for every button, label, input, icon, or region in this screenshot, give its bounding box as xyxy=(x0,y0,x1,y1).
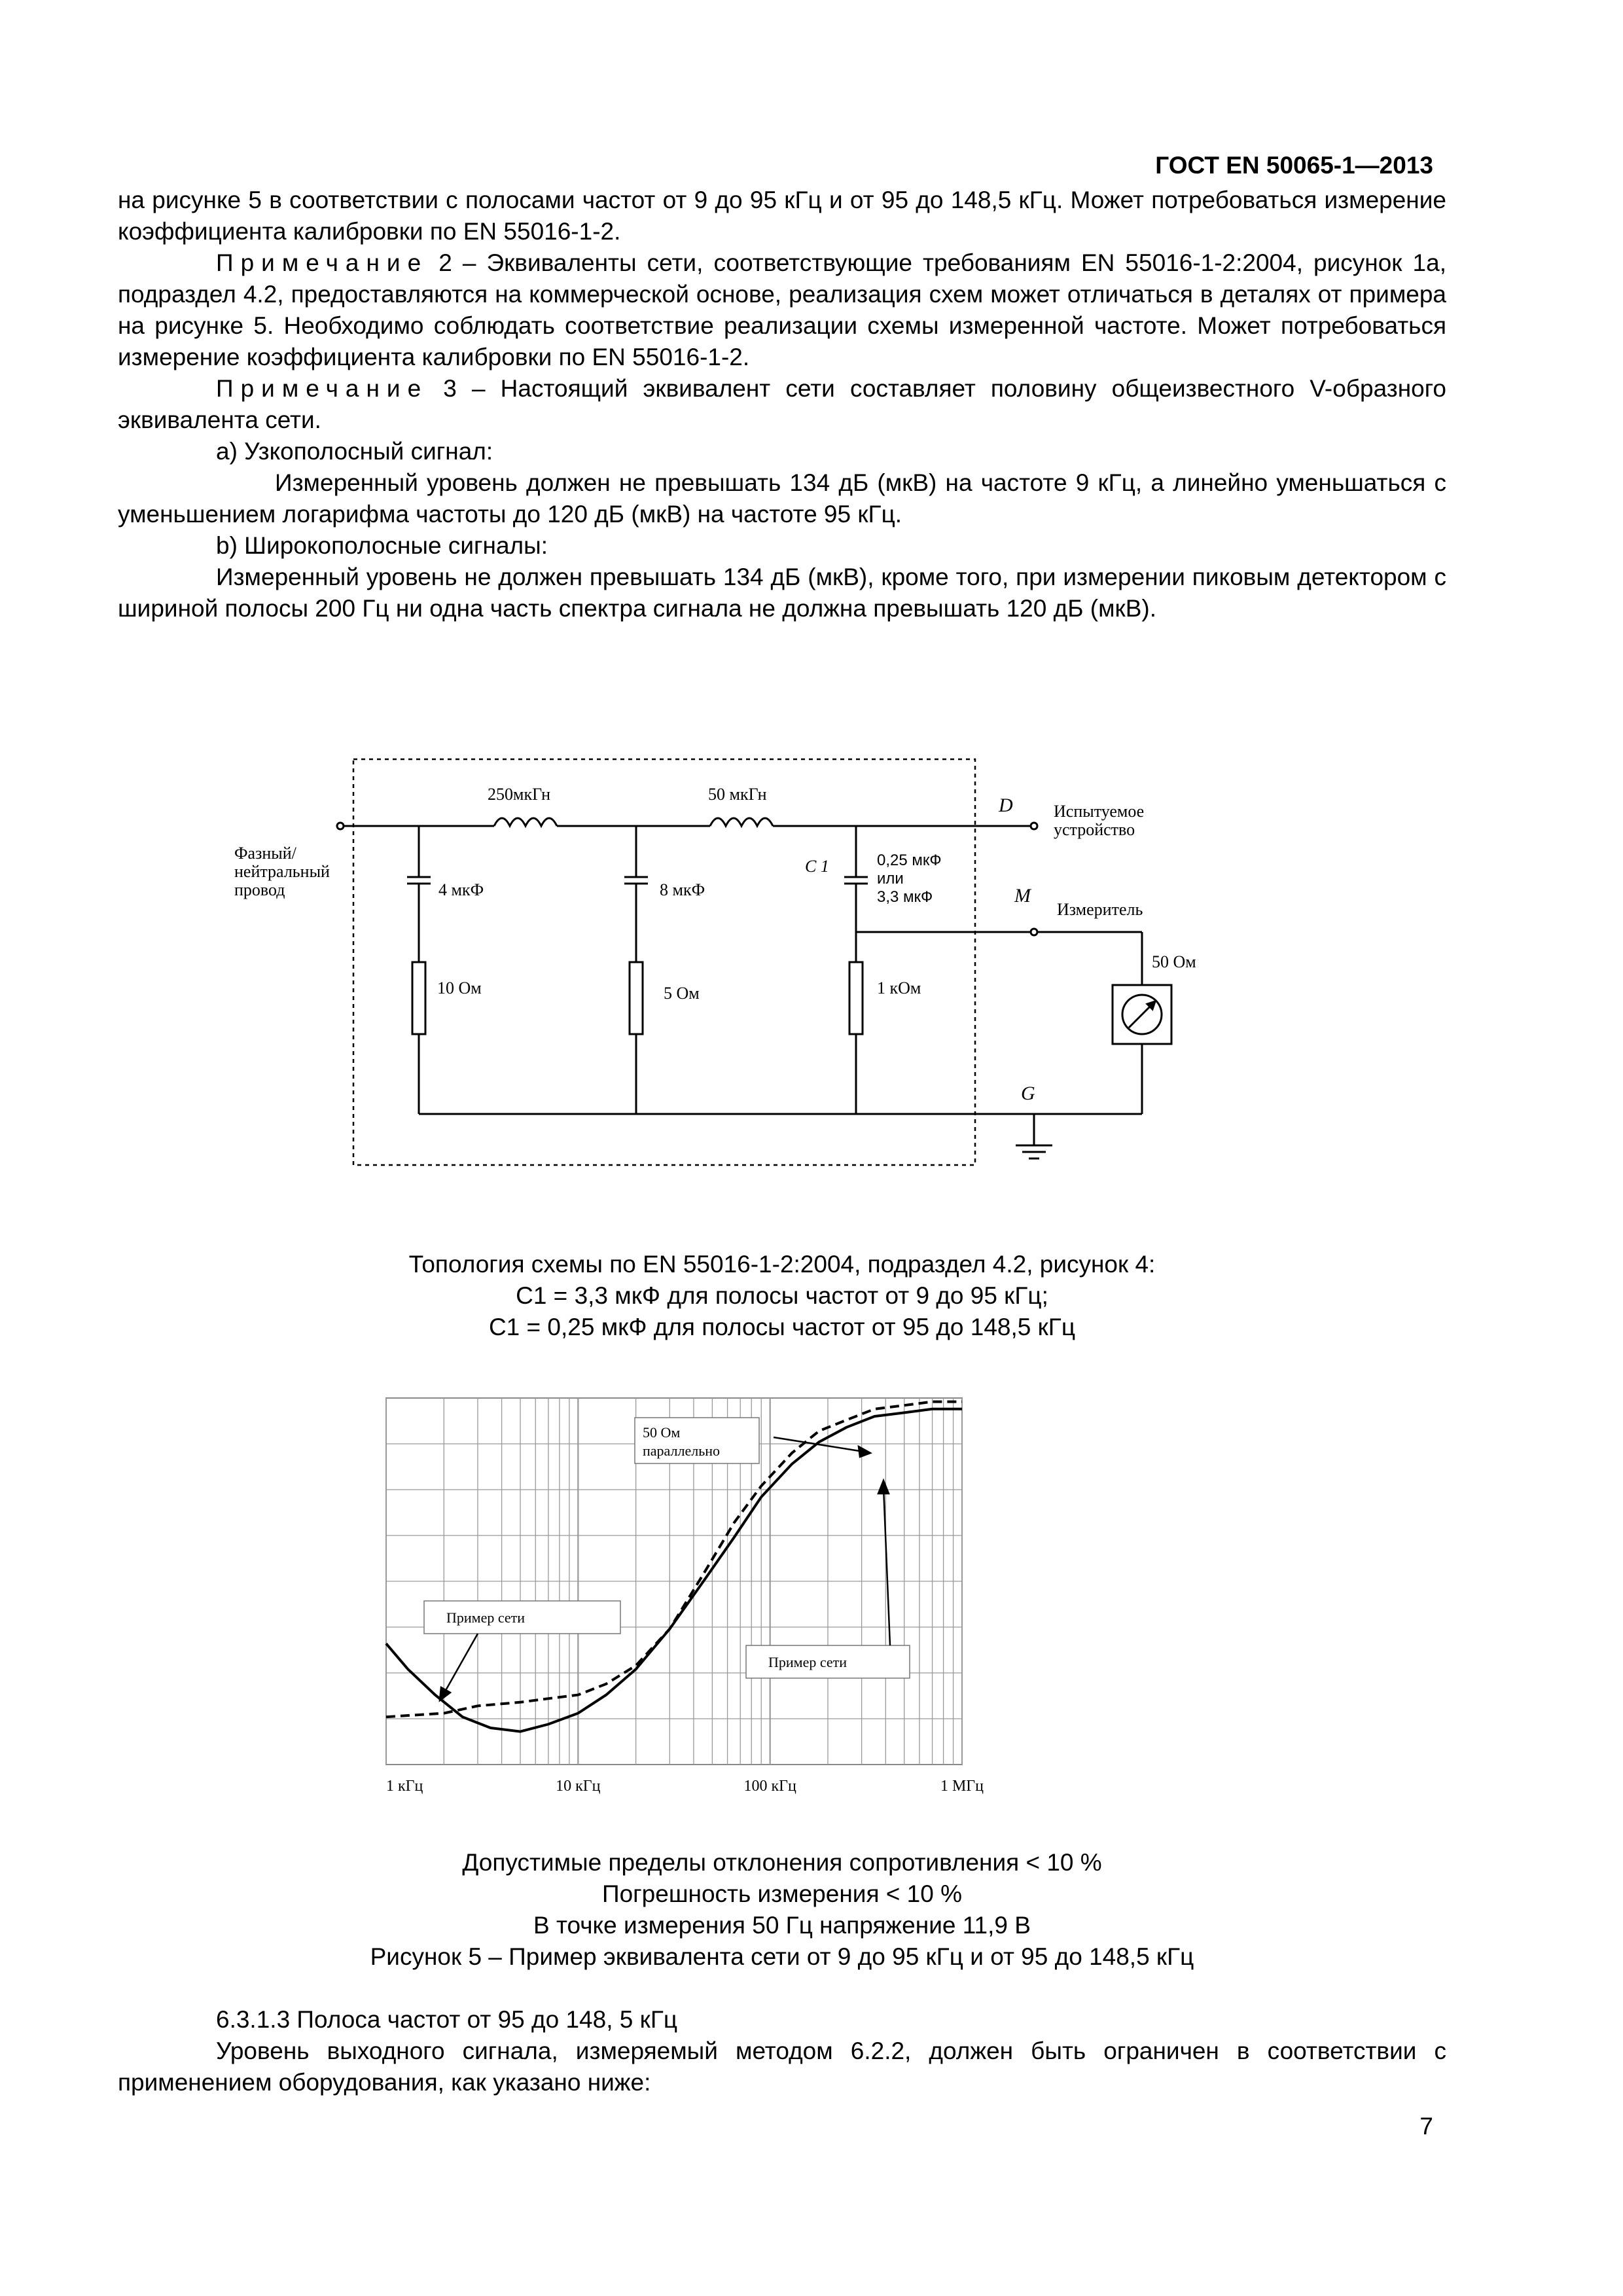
item-a-heading: а) Узкополосный сигнал: xyxy=(216,438,493,465)
resistor-label: 1 кОм xyxy=(877,978,921,997)
note-text: 2 – Эквиваленты сети, соответствующие требованиям EN 55016-1-2:2004, рисунок 1а, подраздел 4.2, предоставляются на коммерческой основе, реализация схем может отличаться в деталях от примера на рисунке 5. Необходимо соблюдать соответствие реализации схемы измеренной частоте. Может потребоваться измерение коэффициента калибровки по EN 55016-1-2. xyxy=(118,249,1446,370)
dut-label: Испытуемое xyxy=(1054,802,1145,821)
annotation-example-left: Пример сети xyxy=(446,1609,526,1626)
node-m-label: M xyxy=(1014,885,1031,906)
meter-label: Измеритель xyxy=(1057,900,1143,919)
capacitor-c1-value: 0,25 мкФ xyxy=(877,852,942,869)
resistor-10-ohm xyxy=(412,962,425,1034)
capacitor-c1-value: или xyxy=(877,870,904,888)
node-d-label: D xyxy=(999,795,1013,816)
caption-line: Погрешность измерения < 10 % xyxy=(602,1880,962,1907)
x-tick-label: 10 кГц xyxy=(556,1778,601,1795)
input-label: Фазный/ xyxy=(234,844,296,863)
annotation-example-right: Пример сети xyxy=(768,1654,847,1670)
inductor-l2-label: 50 мкГн xyxy=(708,785,767,804)
caption-line: Допустимые пределы отклонения сопротивления < 10 % xyxy=(462,1849,1102,1876)
resistor-label: 10 Ом xyxy=(437,978,482,997)
capacitor-label: 4 мкФ xyxy=(438,880,484,899)
page-number: 7 xyxy=(1419,2113,1433,2140)
meter-resistance-label: 50 Ом xyxy=(1152,952,1196,971)
circuit-caption xyxy=(118,1249,1446,1343)
item-b-heading: b) Широкополосные сигналы: xyxy=(216,532,548,559)
resistor-5-ohm xyxy=(630,962,643,1034)
impedance-chart xyxy=(373,1388,1001,1806)
caption-line: Топология схемы по EN 55016-1-2:2004, подраздел 4.2, рисунок 4: xyxy=(408,1251,1156,1278)
caption-line: В точке измерения 50 Гц напряжение 11,9 В xyxy=(533,1912,1031,1939)
paragraph: на рисунке 5 в соответствии с полосами частот от 9 до 95 кГц и от 95 до 148,5 кГц. Может потребоваться измерение коэффициента калибровки по EN 55016-1-2. xyxy=(118,187,1446,245)
circuit-diagram xyxy=(223,746,1243,1191)
output-terminal-d xyxy=(1031,823,1037,829)
section-heading: 6.3.1.3 Полоса частот от 95 до 148, 5 кГц xyxy=(216,2006,678,2033)
body-text-top xyxy=(118,185,1446,624)
figure-title: Рисунок 5 – Пример эквивалента сети от 9 до 95 кГц и от 95 до 148,5 кГц xyxy=(370,1943,1194,1970)
input-label: провод xyxy=(234,880,285,899)
item-b-text: Измеренный уровень не должен превышать 134 дБ (мкВ), кроме того, при измерении пиковым детектором с шириной полосы 200 Гц ни одна часть спектра сигнала не должна превышать 120 дБ (мкВ). xyxy=(118,564,1446,622)
note-label: Примечание xyxy=(216,249,429,276)
x-tick-label: 1 кГц xyxy=(386,1778,423,1795)
input-terminal xyxy=(337,823,344,829)
annotation-parallel: параллельно xyxy=(643,1443,721,1459)
node-g-label: G xyxy=(1021,1083,1035,1104)
note-text: 3 – Настоящий эквивалент сети составляет половину общеизвестного V-образного эквивалента сети. xyxy=(118,375,1446,433)
inductor-l1 xyxy=(494,818,557,826)
item-a-text: Измеренный уровень должен не превышать 134 дБ (мкВ) на частоте 9 кГц, а линейно уменьшаться с уменьшением логарифма частоты до 120 дБ (мкВ) на частоте 95 кГц. xyxy=(118,469,1446,528)
x-tick-label: 100 кГц xyxy=(743,1778,796,1795)
x-tick-label: 1 МГц xyxy=(940,1778,984,1795)
inductor-l2 xyxy=(710,818,773,826)
resistor-label: 5 Ом xyxy=(664,984,700,1003)
note-3 xyxy=(118,373,1446,436)
capacitor-c1-name: С 1 xyxy=(805,857,829,876)
resistor-1-kohm xyxy=(849,962,863,1034)
input-label: нейтральный xyxy=(234,862,330,881)
section-6-3-1-3 xyxy=(118,2004,1446,2098)
capacitor-c1-value: 3,3 мкФ xyxy=(877,888,933,906)
dut-label: устройство xyxy=(1054,820,1135,839)
terminal-m xyxy=(1031,929,1037,935)
annotation-parallel: 50 Ом xyxy=(643,1424,681,1441)
inductor-l1-label: 250мкГн xyxy=(488,785,551,804)
note-2 xyxy=(118,247,1446,373)
figure-caption xyxy=(118,1847,1446,1973)
caption-line: С1 = 0,25 мкФ для полосы частот от 95 до 148,5 кГц xyxy=(488,1314,1076,1340)
capacitor-label: 8 мкФ xyxy=(660,880,705,899)
section-text: Уровень выходного сигнала, измеряемый методом 6.2.2, должен быть ограничен в соответствии с применением оборудования, как указано ниже: xyxy=(118,2037,1446,2096)
enclosure-box xyxy=(353,759,975,1165)
note-label: Примечание xyxy=(216,375,429,402)
document-code: ГОСТ EN 50065-1—2013 xyxy=(1155,152,1433,179)
caption-line: С1 = 3,3 мкФ для полосы частот от 9 до 95 кГц; xyxy=(516,1282,1048,1309)
